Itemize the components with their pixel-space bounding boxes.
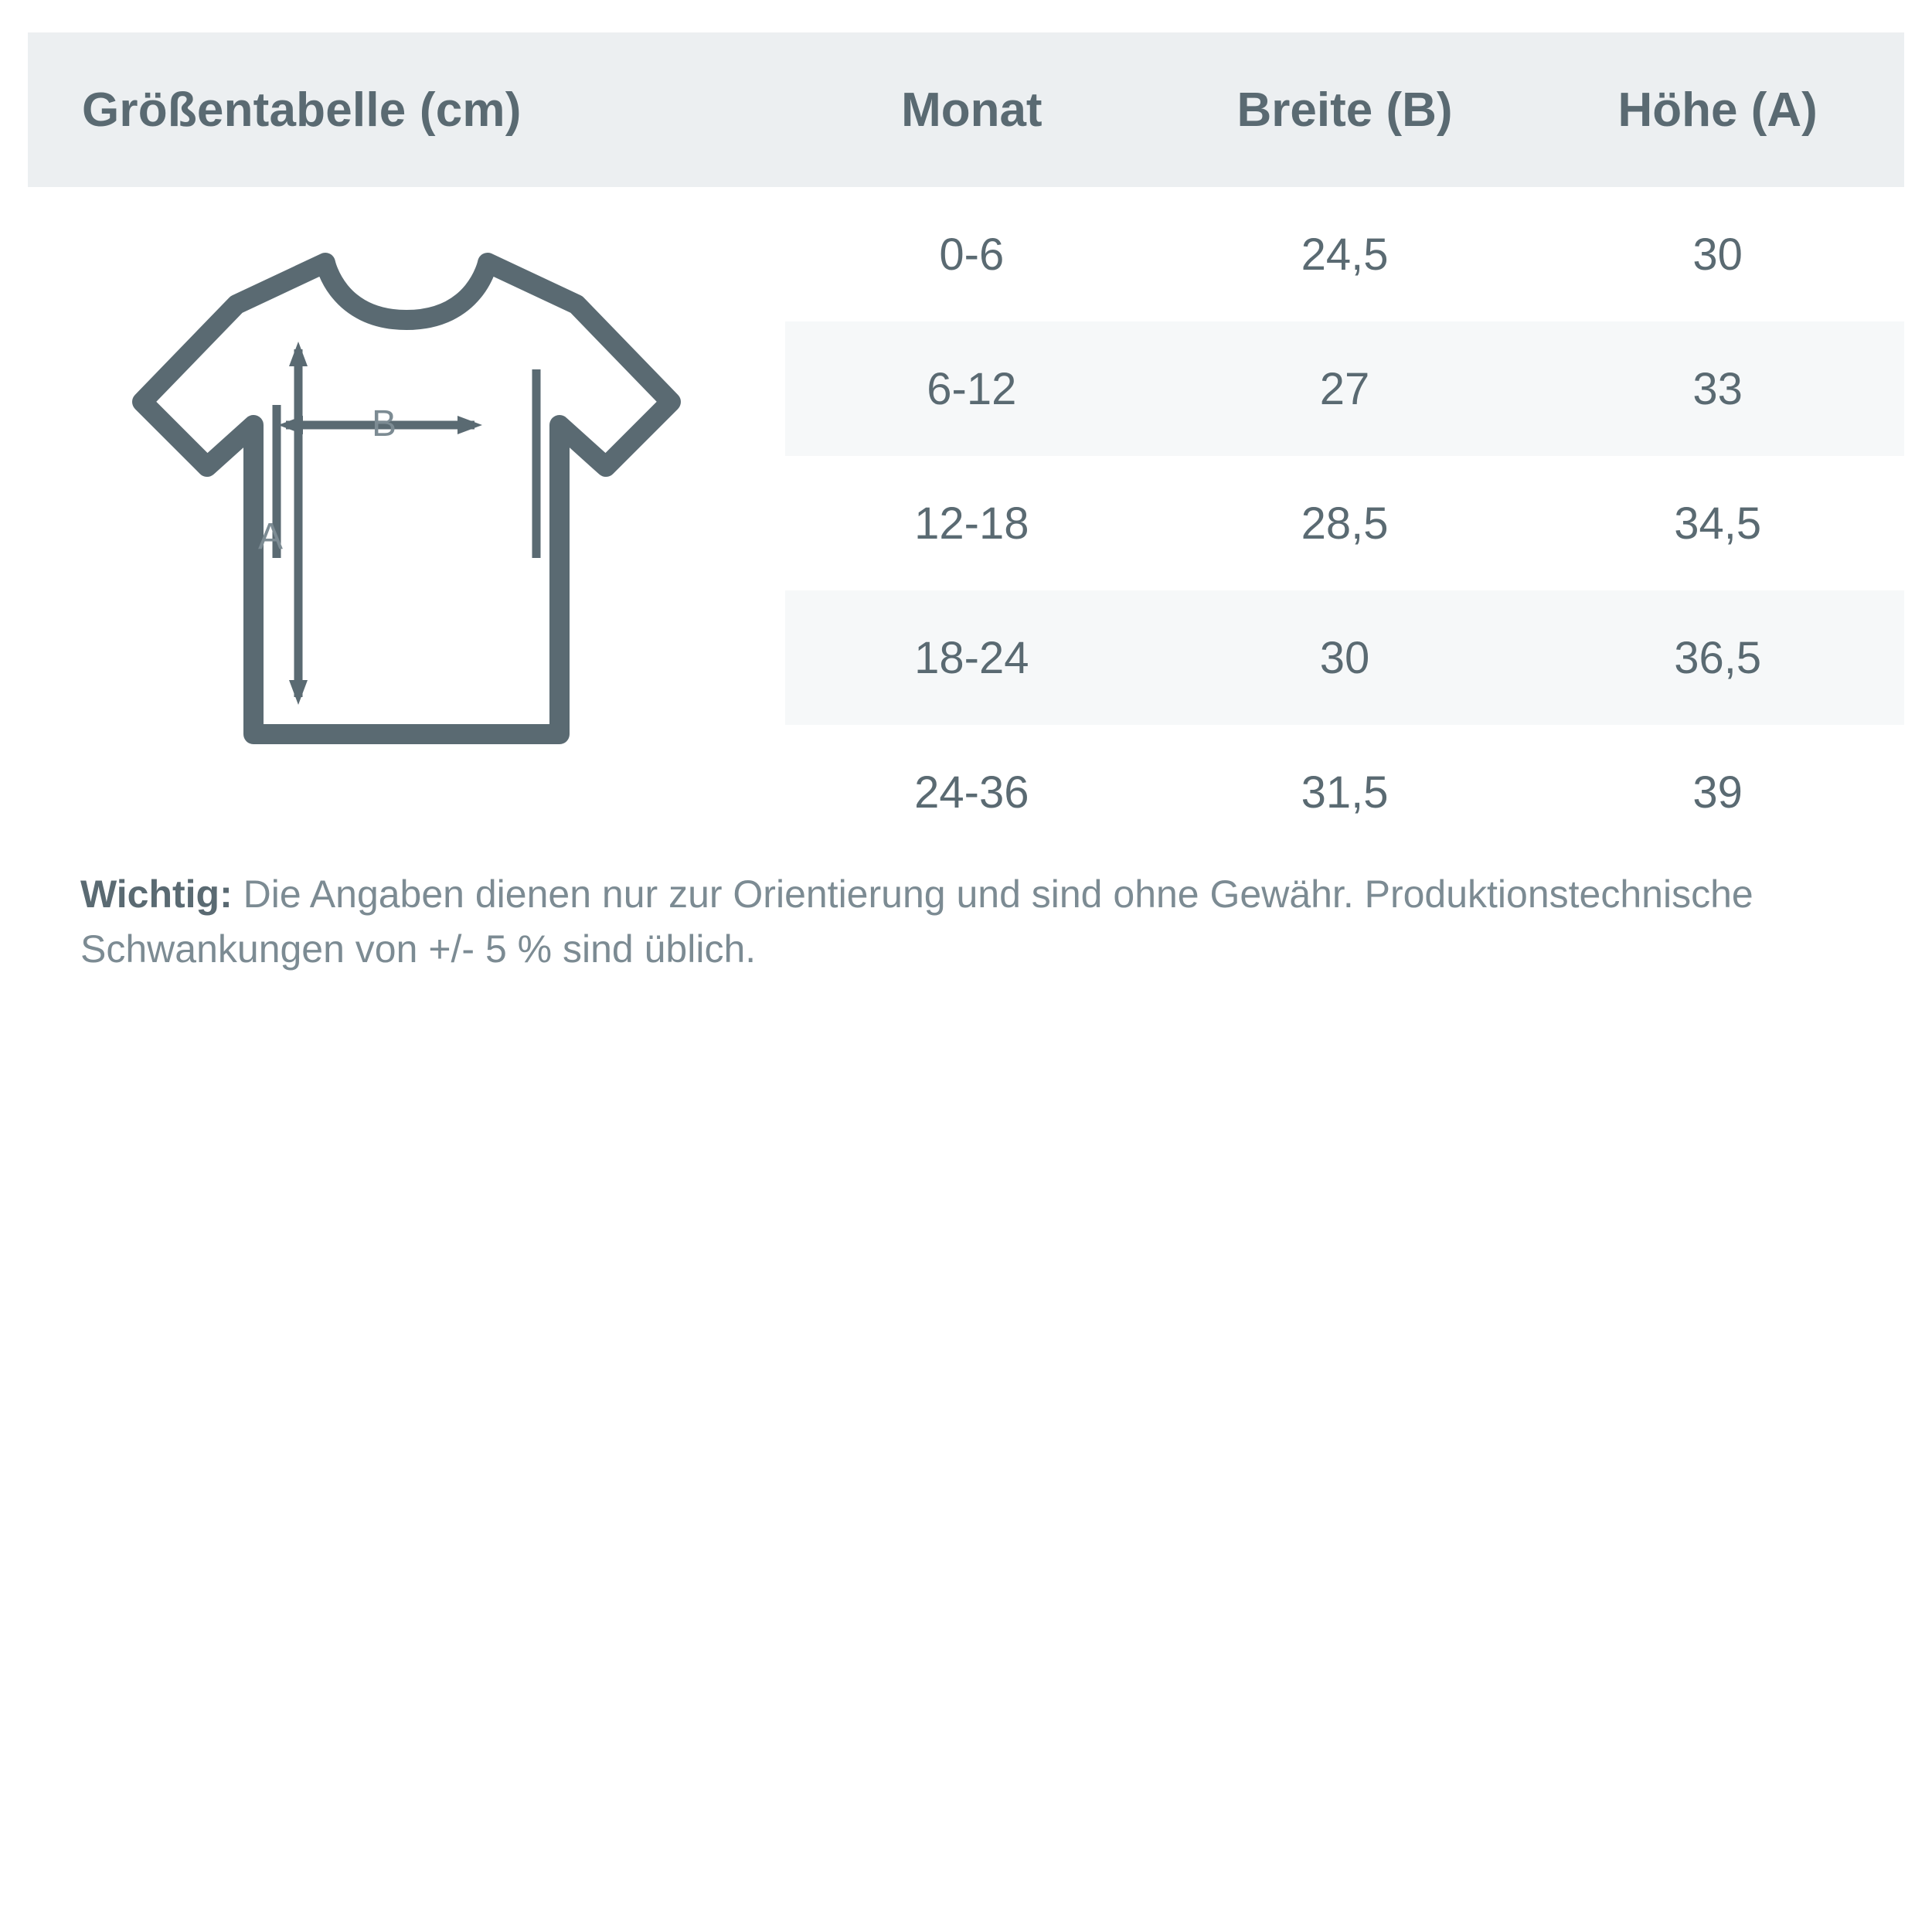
table-row	[785, 590, 1904, 725]
cell-monat: 12-18	[914, 498, 1029, 549]
size-table	[785, 187, 1904, 859]
cell-monat: 0-6	[939, 229, 1005, 280]
disclaimer-label: Wichtig:	[80, 872, 233, 916]
chart-content	[28, 187, 1904, 859]
cell-monat: 24-36	[914, 767, 1029, 818]
cell-hoehe: 30	[1692, 229, 1743, 280]
cell-breite: 24,5	[1301, 229, 1389, 280]
cell-breite: 30	[1319, 632, 1370, 683]
cell-monat: 18-24	[914, 632, 1029, 683]
page-title: Größentabelle (cm)	[82, 83, 522, 137]
cell-hoehe: 39	[1692, 767, 1743, 818]
column-header-monat: Monat	[901, 83, 1043, 137]
height-label: A	[257, 516, 284, 557]
table-row	[785, 187, 1904, 321]
tshirt-outline-icon	[113, 233, 700, 790]
cell-hoehe: 34,5	[1674, 498, 1762, 549]
width-label: B	[371, 403, 397, 444]
cell-monat: 6-12	[927, 363, 1017, 414]
table-row	[785, 725, 1904, 859]
cell-breite: 31,5	[1301, 767, 1389, 818]
disclaimer-note	[80, 867, 1881, 977]
column-header-hoehe: Höhe (A)	[1617, 83, 1818, 137]
table-row	[785, 321, 1904, 456]
height-dimension-arrow	[289, 342, 308, 705]
cell-breite: 28,5	[1301, 498, 1389, 549]
cell-breite: 27	[1319, 363, 1370, 414]
cell-hoehe: 33	[1692, 363, 1743, 414]
table-row	[785, 456, 1904, 590]
column-header-breite: Breite (B)	[1236, 83, 1453, 137]
width-dimension-arrow	[277, 369, 536, 558]
disclaimer-text: Die Angaben dienen nur zur Orientierung und sind ohne Gewähr. Produktionstechnische Schwankungen von +/- 5 % sind üblich.	[80, 872, 1753, 971]
table-header-row	[28, 32, 1904, 187]
tshirt-figure	[28, 187, 785, 790]
cell-hoehe: 36,5	[1674, 632, 1762, 683]
